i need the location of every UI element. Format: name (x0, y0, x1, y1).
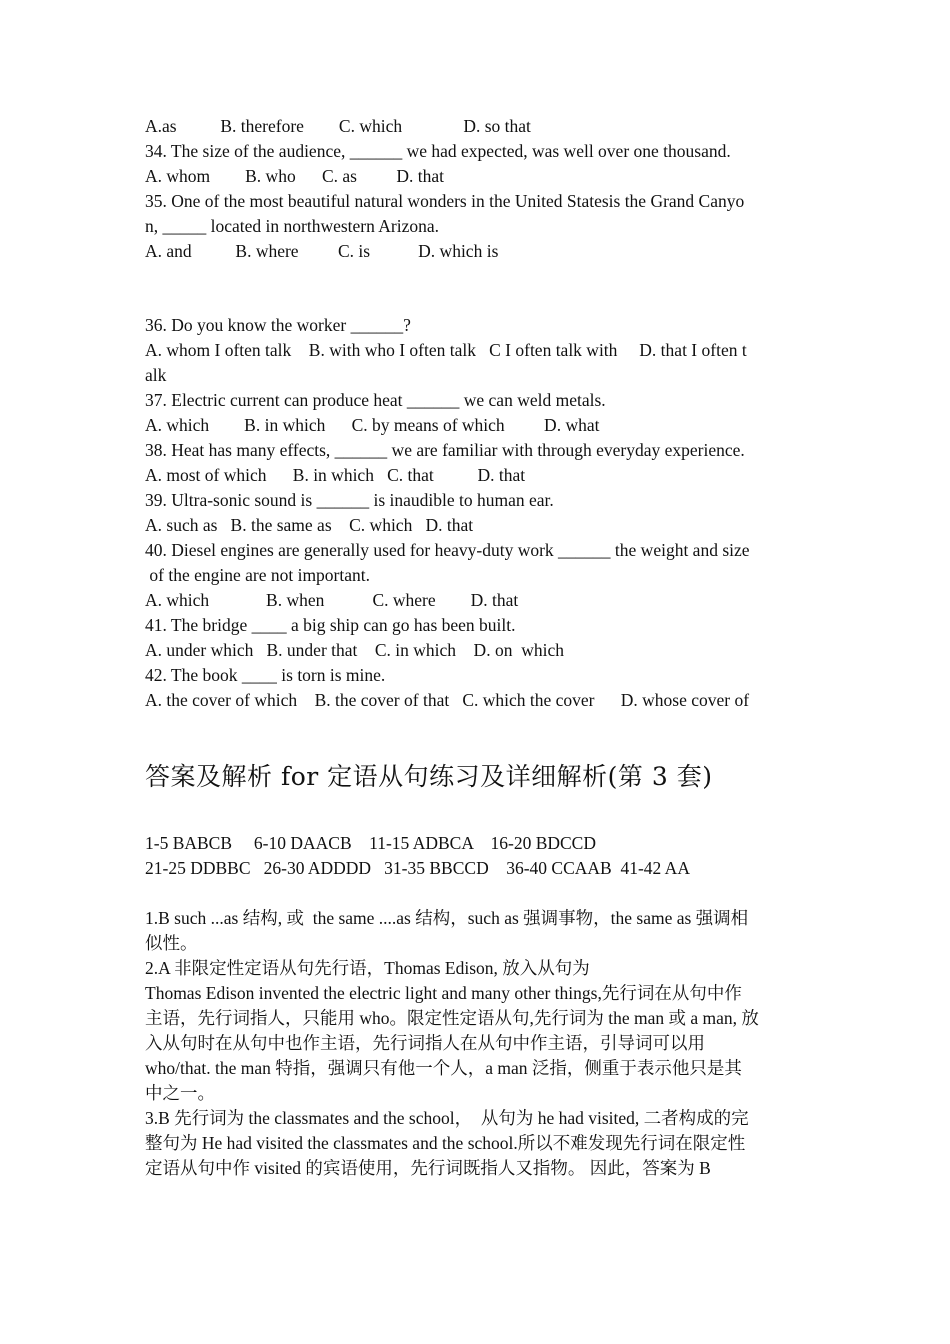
question-text-line: 34. The size of the audience, ______ we had expected, was well over one thousand. (145, 141, 731, 161)
question-text-line: A. which B. when C. where D. that (145, 590, 519, 610)
question-text-line: of the engine are not important. (145, 565, 370, 585)
question-text-line: A. and B. where C. is D. which is (145, 241, 499, 261)
question-text-line: A. whom I often talk B. with who I often talk C I often talk with D. that I often t (145, 340, 747, 360)
explanation-line: 整句为 He had visited the classmates and the school.所以不难发现先行词在限定性 (145, 1133, 746, 1153)
section-heading: 答案及解析 for 定语从句练习及详细解析(第 3 套) (145, 762, 713, 791)
question-text-line: 35. One of the most beautiful natural wonders in the United Statesis the Grand Canyo (145, 191, 745, 211)
explanation-line: 中之一。 (145, 1083, 215, 1103)
question-text-line: 38. Heat has many effects, ______ we are familiar with through everyday experience. (145, 440, 745, 460)
question-text-line: n, _____ located in northwestern Arizona. (145, 216, 440, 236)
explanation-line: who/that. the man 特指，强调只有他一个人，a man 泛指，侧重于表示他只是其 (145, 1058, 742, 1078)
explanation-line: 1.B such ...as 结构, 或 the same ....as 结构，such as 强调事物，the same as 强调相 (145, 908, 749, 928)
question-text-line: A. which B. in which C. by means of which D. what (145, 415, 600, 435)
explanation-line: Thomas Edison invented the electric light and many other things,先行词在从句中作 (145, 983, 742, 1003)
question-text-line: A. under which B. under that C. in which D. on which (145, 640, 564, 660)
question-text-line: 42. The book ____ is torn is mine. (145, 665, 386, 685)
question-text-line: A. whom B. who C. as D. that (145, 166, 444, 186)
question-text-line: 37. Electric current can produce heat ______ we can weld metals. (145, 390, 606, 410)
question-text-line: 39. Ultra-sonic sound is ______ is inaudible to human ear. (145, 490, 554, 510)
explanation-line: 似性。 (145, 933, 198, 953)
question-text-line: 36. Do you know the worker ______? (145, 315, 411, 335)
answer-key-line: 1-5 BABCB 6-10 DAACB 11-15 ADBCA 16-20 BDCCD (145, 833, 596, 853)
explanation-line: 主语，先行词指人，只能用 who。限定性定语从句,先行词为 the man 或 a man, 放 (145, 1008, 759, 1028)
question-text-line: A. most of which B. in which C. that D. that (145, 465, 526, 485)
question-text-line: A. the cover of which B. the cover of that C. which the cover D. whose cover of (145, 690, 750, 710)
question-text-line: A. such as B. the same as C. which D. that (145, 515, 474, 535)
answer-key-line: 21-25 DDBBC 26-30 ADDDD 31-35 BBCCD 36-40 CCAAB 41-42 AA (145, 858, 690, 878)
question-text-line: alk (145, 365, 167, 385)
question-text-line: 40. Diesel engines are generally used for heavy-duty work ______ the weight and size (145, 540, 750, 560)
explanation-line: 3.B 先行词为 the classmates and the school， 从句为 he had visited, 二者构成的完 (145, 1108, 749, 1128)
explanation-line: 入从句时在从句中也作主语，先行词指人在从句中作主语，引导词可以用 (145, 1033, 705, 1053)
explanation-line: 2.A 非限定性定语从句先行语，Thomas Edison, 放入从句为 (145, 958, 590, 978)
question-text-line: 41. The bridge ____ a big ship can go has been built. (145, 615, 516, 635)
explanation-line: 定语从句中作 visited 的宾语使用，先行词既指人又指物。 因此，答案为 B (145, 1158, 711, 1178)
question-text-line: A.as B. therefore C. which D. so that (145, 116, 531, 136)
